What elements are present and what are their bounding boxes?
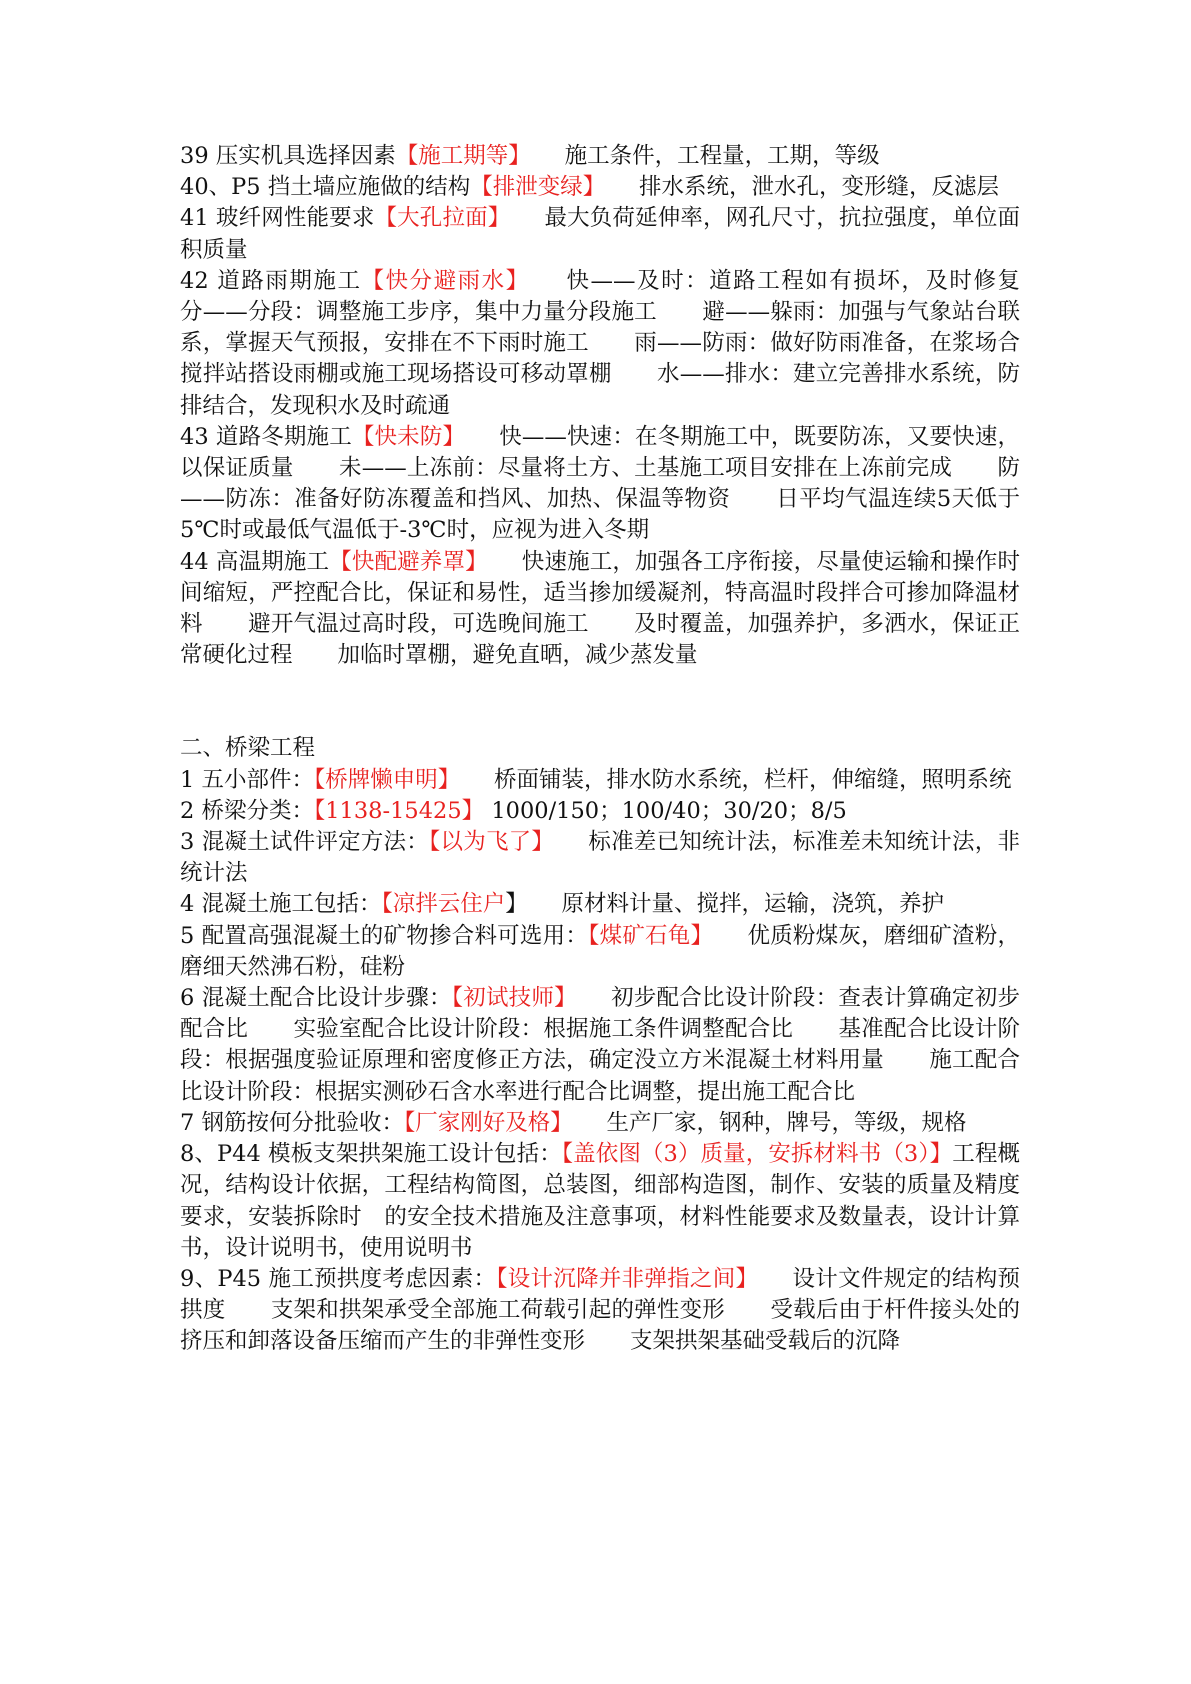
mnemonic-keyword: 【盖依图（3）质量，安拆材料书（3）】 [561, 1141, 953, 1168]
bridge-item-1 [180, 765, 1020, 796]
item-text: 标准差已知统计法，标准差未知统计法，非统计法 [180, 829, 1020, 887]
item-text: 快——及时：道路工程如有损坏，及时修复 分——分段：调整施工步序，集中力量分段施工 避——躲雨：加强与气象站台联系，掌握天气预报，安排在不下雨时施工 雨——防雨：做好防雨准备，在浆场合搅拌站搭设雨棚或施工现场搭设可移动罩棚 水——排水：建立完善排水系统，防排结合，发现积水及时疏通 [180, 267, 1065, 419]
item-prefix: 6 混凝土配合比设计步骤： [180, 985, 452, 1012]
item-prefix: 3 混凝土试件评定方法： [180, 829, 429, 856]
item-text: 快——快速：在冬期施工中，既要防冻，又要快速，以保证质量 未——上冻前：尽量将土方、土基施工项目安排在上冻前完成 防——防冻：准备好防冻覆盖和挡风、加热、保温等物资 日平均气温连续5天低于5℃时或最低气温低于-3℃时，应视为进入冬期 [180, 423, 1020, 544]
mnemonic-keyword: 【厂家刚好及格】 [403, 1109, 562, 1136]
mnemonic-keyword: 【快未防】 [351, 423, 454, 450]
bridge-item-4 [180, 889, 1020, 920]
item-39 [180, 141, 1020, 172]
mnemonic-keyword: 【1138-15425】 [313, 797, 485, 824]
mnemonic-keyword: 【快配避养罩】 [329, 548, 477, 575]
item-text: 快速施工，加强各工序衔接，尽量使运输和操作时间缩短，严控配合比，保证和易性，适当掺加缓凝剂，特高温时段拌合可掺加降温材料 避开气温过高时段，可选晚间施工 及时覆盖，加强养护，多洒水，保证正常硬化过程 加临时罩棚，避免直晒，减少蒸发量 [180, 548, 1020, 669]
document-page [180, 141, 1065, 1358]
item-prefix: 1 五小部件： [180, 766, 314, 793]
item-44 [180, 547, 1020, 672]
item-prefix: 8、P44 模板支架拱架施工设计包括： [180, 1141, 562, 1168]
item-text: 桥面铺装，排水防水系统，栏杆，伸缩缝，照明系统 [448, 766, 1012, 793]
item-text: 原材料计量、搅拌，运输，浇筑，养护 [516, 891, 945, 918]
mnemonic-keyword: 【快分避雨水】 [361, 267, 519, 294]
item-text: 初步配合比设计阶段：查表计算确定初步配合比 实验室配合比设计阶段：根据施工条件调整配合比 基准配合比设计阶段：根据强度验证原理和密度修正方法，确定没立方米混凝土材料用量 施工配合比设计阶段：根据实测砂石含水率进行配合比调整，提出施工配合比 [180, 985, 1020, 1105]
bridge-item-5 [180, 921, 1020, 983]
item-text: 最大负荷延伸率，网孔尺寸，抗拉强度，单位面积质量 [180, 205, 1020, 263]
item-prefix: 40、P5 挡土墙应施做的结构 [180, 174, 471, 201]
item-prefix: 44 高温期施工 [180, 548, 330, 575]
bridge-item-6 [180, 983, 1020, 1108]
bridge-item-7 [180, 1108, 1020, 1139]
bridge-item-2 [180, 796, 1020, 827]
item-prefix: 41 玻纤网性能要求 [180, 205, 375, 232]
item-41 [180, 203, 1020, 265]
item-text: 设计文件规定的结构预拱度 支架和拱架承受全部施工荷载引起的弹性变形 受载后由于杆件接头处的挤压和卸落设备压缩而产生的非弹性变形 支架拱架基础受载后的沉降 [180, 1265, 1020, 1355]
section-heading: 二、桥梁工程 [180, 735, 316, 762]
mnemonic-keyword: 【煤矿石龟】 [588, 922, 702, 949]
item-40 [180, 172, 1020, 203]
item-prefix: 7 钢筋按何分批验收： [180, 1109, 404, 1136]
bridge-item-8 [180, 1139, 1020, 1264]
mnemonic-keyword: 【施工期等】 [395, 143, 520, 169]
bridge-item-9 [180, 1264, 1020, 1358]
item-prefix: 43 道路冬期施工 [180, 423, 352, 450]
item-text: 生产厂家，钢种，牌号，等级，规格 [561, 1109, 967, 1136]
mnemonic-keyword: 【排泄变绿】 [470, 174, 595, 201]
item-42 [180, 266, 1065, 422]
mnemonic-keyword: 【设计沉降并非弹指之间】 [496, 1265, 747, 1292]
mnemonic-keyword: 【以为飞了】 [429, 829, 543, 856]
item-prefix: 2 桥梁分类： [180, 797, 314, 824]
item-prefix: 4 混凝土施工包括： [180, 891, 382, 918]
mnemonic-keyword: 【大孔拉面】 [374, 205, 500, 232]
item-43 [180, 422, 1020, 547]
item-prefix: 42 道路雨期施工 [180, 267, 362, 294]
item-text: 1000/150；100/40；30/20；8/5 [484, 797, 847, 824]
bridge-item-3 [180, 827, 1020, 889]
keyword-bracket: 】 [505, 891, 517, 918]
item-text: 优质粉煤灰，磨细矿渣粉，磨细天然沸石粉，硅粉 [180, 922, 1020, 980]
mnemonic-keyword: 【凉拌云住户 [381, 891, 506, 918]
mnemonic-keyword: 【桥牌懒申明】 [313, 766, 449, 793]
item-text: 工程概况，结构设计依据，工程结构简图，总装图，细部构造图，制作、安装的质量及精度要求，安装拆除时 的安全技术措施及注意事项，材料性能要求及数量表，设计计算书，设计说明书，使用说明书 [180, 1141, 1020, 1261]
item-prefix: 5 配置高强混凝土的矿物掺合料可选用： [180, 922, 589, 949]
item-text: 施工条件，工程量，工期，等级 [519, 143, 880, 169]
item-prefix: 9、P45 施工预拱度考虑因素： [180, 1265, 497, 1292]
item-text: 排水系统，泄水孔，变形缝，反滤层 [594, 174, 1000, 201]
mnemonic-keyword: 【初试技师】 [451, 985, 566, 1012]
section-spacer [180, 671, 1020, 733]
item-prefix: 39 压实机具选择因素 [180, 143, 396, 169]
